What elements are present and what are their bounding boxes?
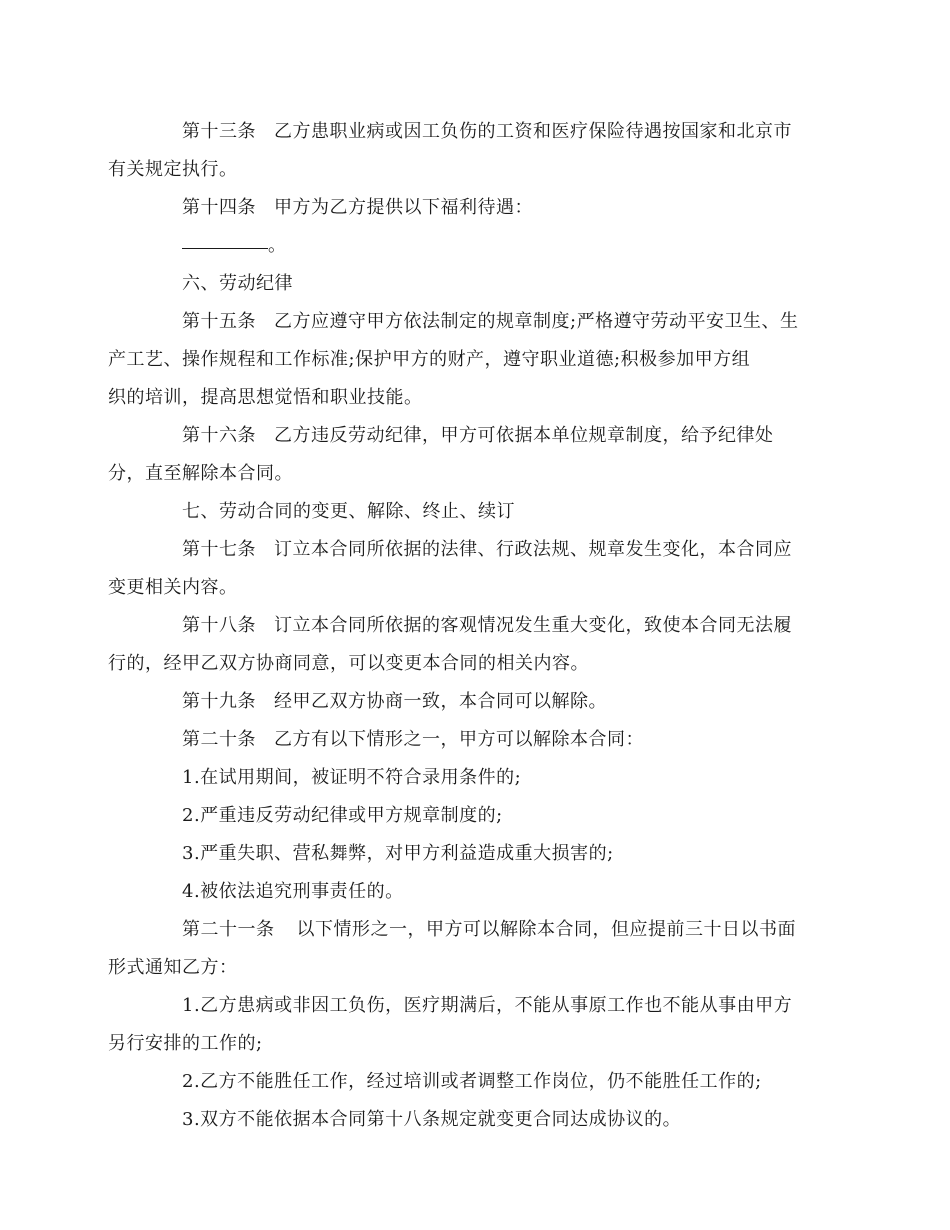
article-14-blank-line [145,227,815,265]
article-15 [108,303,815,417]
contract-body [108,113,815,1139]
article-text-cont: 有关规定执行。 [108,159,238,180]
article-text-cont: 形式通知乙方： [108,957,238,978]
article-text: 以下情形之一，甲方可以解除本合同，但应提前三十日以书面 [296,919,796,940]
list-item-text: 1.乙方患病或非因工负伤，医疗期满后，不能从事原工作也不能从事由甲方 [182,995,793,1016]
article-text-cont: 变更相关内容。 [108,577,238,598]
list-item: 2.严重违反劳动纪律或甲方规章制度的; [182,805,503,826]
article-20 [145,721,815,759]
article-text: 甲方为乙方提供以下福利待遇： [274,197,533,218]
section-heading-6: 六、劳动纪律 [182,273,293,294]
article-number: 第十三条 [182,121,256,142]
list-item: 1.在试用期间，被证明不符合录用条件的; [182,767,522,788]
article-text: 经甲乙双方协商一致，本合同可以解除。 [274,691,607,712]
blank-end-mark: 。 [268,235,287,256]
article-13 [108,113,815,189]
article-number: 第十七条 [182,539,256,560]
article-number: 第十八条 [182,615,256,636]
list-item: 3.双方不能依据本合同第十八条规定就变更合同达成协议的。 [182,1109,682,1130]
article-18 [108,607,815,683]
list-item: 3.严重失职、营私舞弊，对甲方利益造成重大损害的; [182,843,614,864]
article-21 [108,911,815,987]
article-number: 第十九条 [182,691,256,712]
article-text: 订立本合同所依据的客观情况发生重大变化，致使本合同无法履 [274,615,792,636]
article-19 [145,683,815,721]
list-item-text-cont: 另行安排的工作的; [108,1033,263,1054]
article-number: 第二十一条 [182,919,275,940]
list-item: 4.被依法追究刑事责任的。 [182,881,404,902]
article-number: 第十五条 [182,311,256,332]
list-item: 2.乙方不能胜任工作，经过培训或者调整工作岗位，仍不能胜任工作的; [182,1071,762,1092]
article-17 [108,531,815,607]
article-text: 乙方患职业病或因工负伤的工资和医疗保险待遇按国家和北京市 [274,121,792,142]
section-heading-7: 七、劳动合同的变更、解除、终止、续订 [182,501,515,522]
article-text-cont: 产工艺、操作规程和工作标准;保护甲方的财产，遵守职业道德;积极参加甲方组 [108,349,751,370]
article-text: 乙方有以下情形之一，甲方可以解除本合同： [274,729,644,750]
article-16 [108,417,815,493]
article-number: 第十四条 [182,197,256,218]
article-14 [145,189,815,227]
article-text: 乙方应遵守甲方依法制定的规章制度;严格遵守劳动平安卫生、生 [274,311,799,332]
article-number: 第十六条 [182,425,256,446]
article-text-cont: 行的，经甲乙双方协商同意，可以变更本合同的相关内容。 [108,653,589,674]
article-text-cont: 织的培训，提高思想觉悟和职业技能。 [108,387,423,408]
list-item [108,987,815,1063]
fill-in-blank[interactable] [182,247,268,249]
article-text: 订立本合同所依据的法律、行政法规、规章发生变化，本合同应 [274,539,792,560]
article-number: 第二十条 [182,729,256,750]
article-text: 乙方违反劳动纪律，甲方可依据本单位规章制度，给予纪律处 [274,425,774,446]
article-text-cont: 分，直至解除本合同。 [108,463,293,484]
